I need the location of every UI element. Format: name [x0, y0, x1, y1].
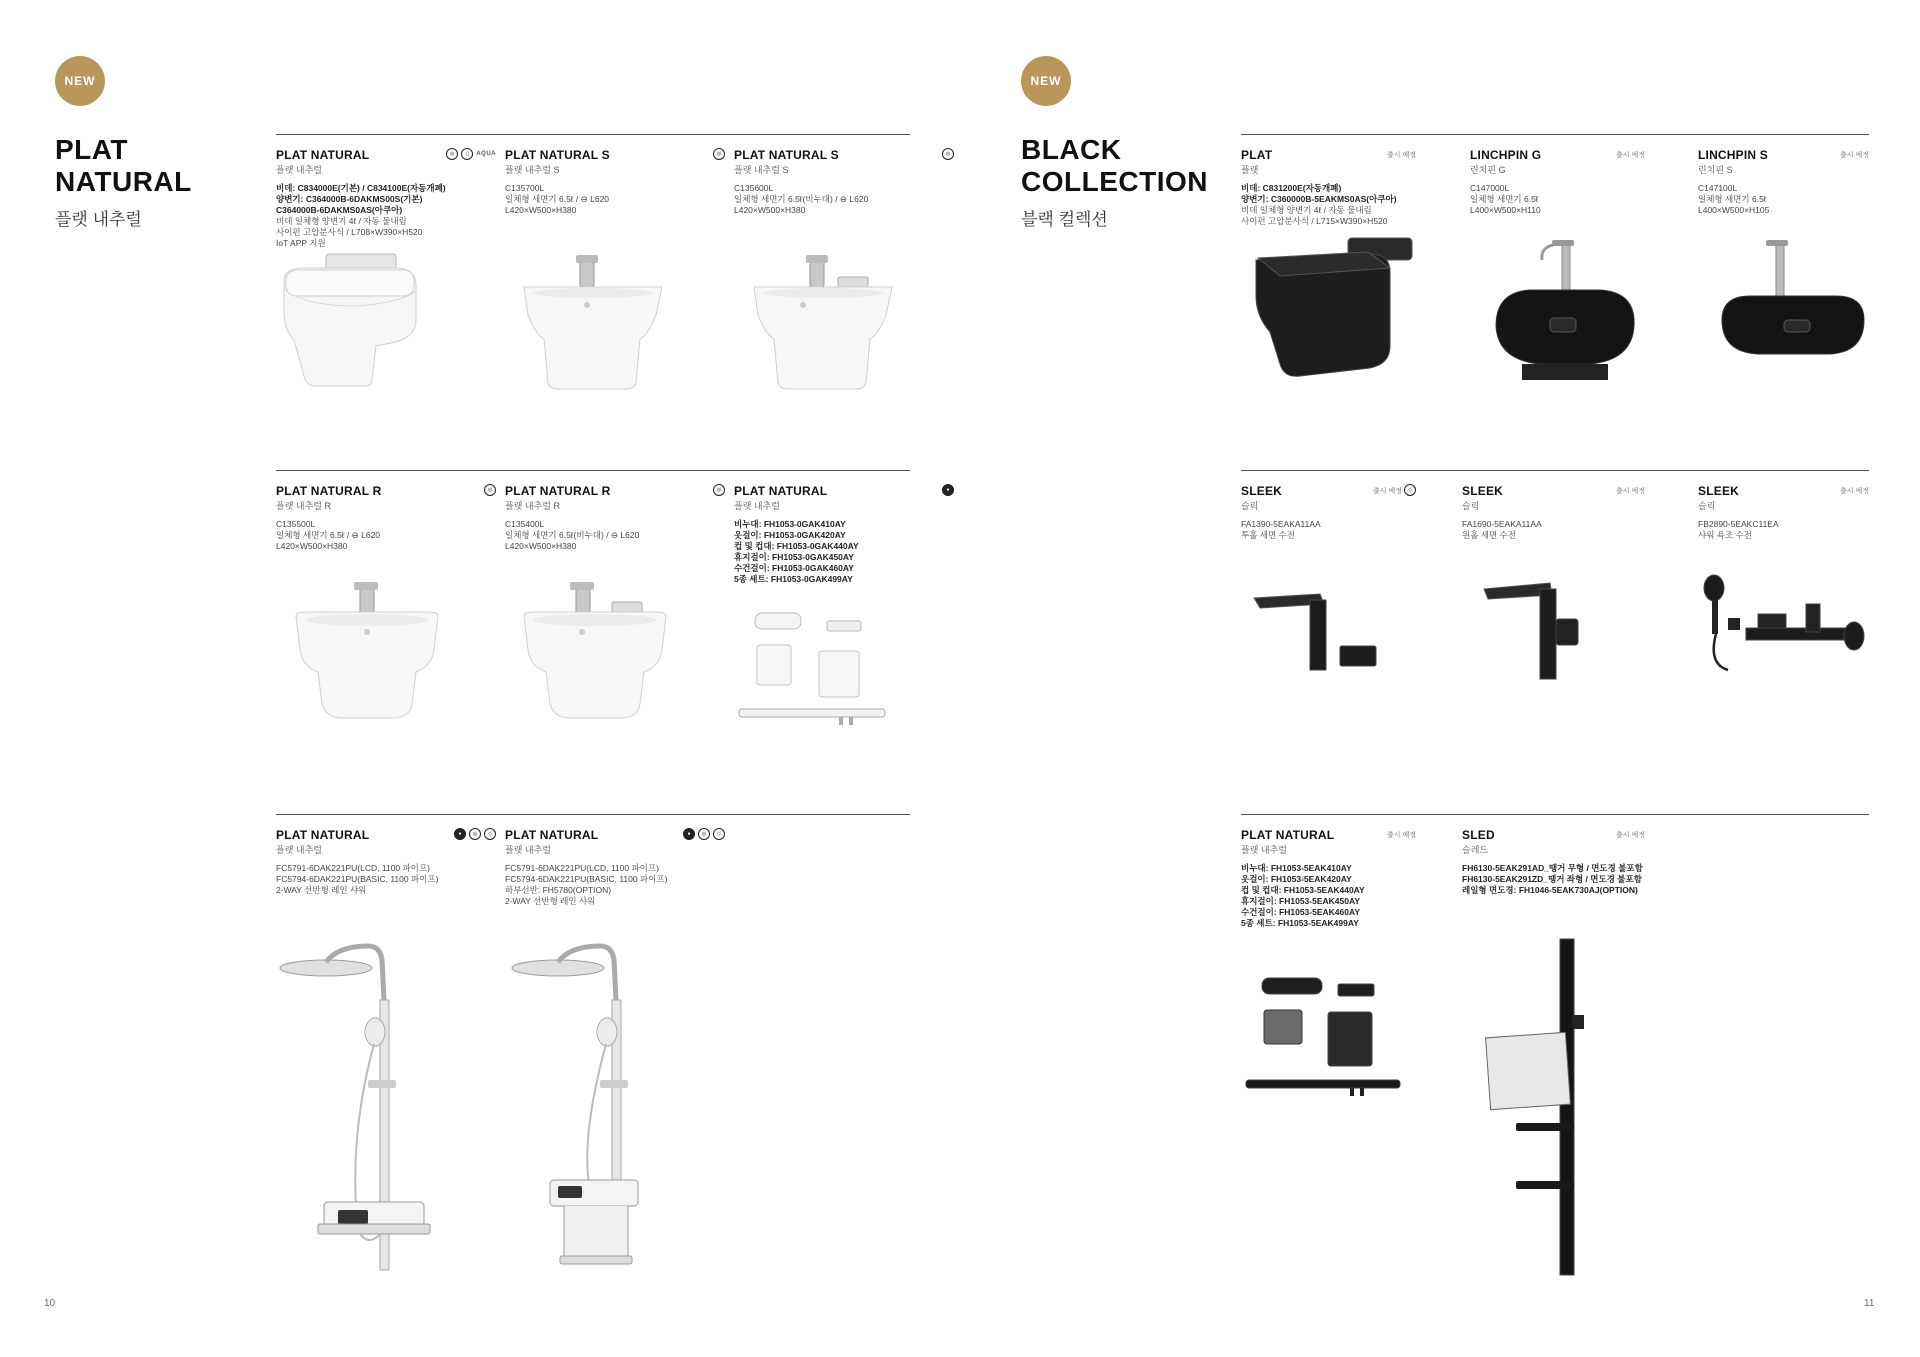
- cert-icons: [1404, 484, 1416, 496]
- product-spec-line: L420×W500×H380: [276, 541, 348, 551]
- product-name-korean: 플랫 내추럴: [276, 165, 322, 175]
- row-divider: [276, 814, 910, 815]
- product-name: LINCHPIN S: [1698, 148, 1769, 162]
- status-label: 출시 예정: [1840, 488, 1869, 495]
- product-card[interactable]: [276, 828, 496, 896]
- product-specs: [1470, 183, 1645, 216]
- product-name: PLAT NATURAL S: [734, 148, 839, 162]
- product-spec-line: C364000B-6DAKMS0AS(아쿠아): [276, 205, 403, 215]
- product-name-korean: 플랫: [1241, 165, 1259, 175]
- product-specs: [1241, 519, 1416, 541]
- product-card[interactable]: [505, 828, 725, 907]
- product-name-korean: 슬릭: [1462, 501, 1480, 511]
- product-spec-line: 컵 및 컵대: FH1053-0GAK440AY: [734, 541, 859, 551]
- washbasin-round-soap-image: [520, 580, 670, 720]
- certification-icon: ◇: [713, 828, 725, 840]
- product-spec-line: 2-WAY 선반형 레인 샤워: [276, 885, 367, 895]
- black-bath-shower-faucet-image: [1698, 574, 1868, 684]
- product-name: PLAT: [1241, 148, 1273, 162]
- product-card[interactable]: [1698, 484, 1869, 541]
- product-spec-line: 일체형 세면기 6.5ℓ(비누대) / ⊖ L620: [505, 530, 640, 540]
- certification-icon: ◎: [942, 148, 954, 160]
- product-spec-line: 일체형 세면기 6.5ℓ / ⊖ L620: [276, 530, 381, 540]
- product-spec-line: 휴지걸이: FH1053-0GAK450AY: [734, 552, 854, 562]
- product-specs: [1698, 519, 1869, 541]
- certification-icon: ●: [942, 484, 954, 496]
- product-card[interactable]: [505, 148, 725, 216]
- section-title: PLAT NATURAL: [55, 134, 192, 197]
- cert-icons: [942, 484, 954, 496]
- product-spec-line: C135500L: [276, 519, 316, 529]
- product-spec-line: 수건걸이: FH1053-5EAK460AY: [1241, 907, 1360, 917]
- certification-icon: ▯: [461, 148, 473, 160]
- product-specs: [276, 863, 496, 896]
- certification-icon: ◎: [484, 484, 496, 496]
- certification-icon: ●: [683, 828, 695, 840]
- product-spec-line: FH6130-5EAK291ZD_땡거 좌형 / 면도경 불포함: [1462, 874, 1642, 884]
- product-name: SLEEK: [1241, 484, 1283, 498]
- bath-accessories-image: [735, 605, 895, 750]
- cert-icons: [683, 828, 725, 840]
- product-card[interactable]: [1462, 828, 1645, 896]
- status-label: 출시 예정: [1387, 832, 1416, 839]
- product-spec-line: 비데 일체형 양변기 4ℓ / 자동 물내림: [1241, 205, 1372, 215]
- product-specs: [1462, 863, 1645, 896]
- black-vessel-basin-s-image: [1718, 240, 1868, 390]
- row-divider: [1241, 134, 1869, 135]
- product-spec-line: 비누대: FH1053-0GAK410AY: [734, 519, 846, 529]
- cert-icons: [713, 484, 725, 496]
- certification-icon: ◎: [713, 484, 725, 496]
- product-spec-line: 5종 세트: FH1053-5EAK499AY: [1241, 918, 1359, 928]
- row-divider: [276, 470, 910, 471]
- product-card[interactable]: [734, 148, 954, 216]
- product-name-korean: 플랫 내추럴: [1241, 845, 1287, 855]
- product-name-korean: 플랫 내추럴 S: [734, 165, 789, 175]
- product-spec-line: L420×W500×H380: [505, 541, 577, 551]
- product-spec-line: 하부선반: FH5780(OPTION): [505, 885, 612, 895]
- product-spec-line: L420×W500×H380: [734, 205, 806, 215]
- product-name-korean: 슬릭: [1241, 501, 1259, 511]
- product-name-korean: 슬릭: [1698, 501, 1716, 511]
- certification-icon: ◎: [469, 828, 481, 840]
- washbasin-round-image: [292, 580, 442, 720]
- product-name-korean: 플랫 내추럴: [505, 845, 551, 855]
- section-subtitle: 플랫 내추럴: [55, 210, 142, 229]
- product-spec-line: FH6130-5EAK291AD_땡거 무형 / 면도경 불포함: [1462, 863, 1643, 873]
- product-card[interactable]: [1241, 148, 1416, 227]
- product-spec-line: 원홀 세면 수전: [1462, 530, 1516, 540]
- product-spec-line: FB2890-5EAKC11EA: [1698, 519, 1779, 529]
- product-card[interactable]: [1698, 148, 1869, 216]
- washbasin-soap-image: [748, 255, 898, 395]
- product-spec-line: 일체형 세면기 6.5ℓ: [1470, 194, 1539, 204]
- product-spec-line: 옷걸이: FH1053-0GAK420AY: [734, 530, 846, 540]
- product-spec-line: IoT APP 지원: [276, 238, 326, 248]
- product-spec-line: 2-WAY 선반형 레인 샤워: [505, 896, 596, 906]
- certification-icon: ◎: [698, 828, 710, 840]
- product-specs: [1241, 863, 1416, 929]
- product-spec-line: C147000L: [1470, 183, 1510, 193]
- product-spec-line: 사이펀 고압분사식 / L715×W390×H520: [1241, 216, 1388, 226]
- product-name-korean: 플랫 내추럴: [276, 845, 322, 855]
- product-name: PLAT NATURAL: [276, 828, 370, 842]
- certification-icon: ◎: [446, 148, 458, 160]
- row-divider: [1241, 814, 1869, 815]
- product-name: PLAT NATURAL: [1241, 828, 1335, 842]
- status-label: 출시 예정: [1616, 488, 1645, 495]
- black-bidet-toilet-image: [1250, 236, 1420, 386]
- product-spec-line: 투홀 세면 수전: [1241, 530, 1295, 540]
- product-spec-line: C135400L: [505, 519, 545, 529]
- product-spec-line: 비데: C831200E(자동개폐): [1241, 183, 1342, 193]
- product-card[interactable]: [505, 484, 725, 552]
- product-spec-line: FC5794-6DAK221PU(BASIC, 1100 파이프): [505, 874, 668, 884]
- product-name-korean: 플랫 내추럴 R: [276, 501, 331, 511]
- status-label: 출시 예정: [1616, 152, 1645, 159]
- product-specs: [734, 519, 954, 585]
- black-bath-accessories-image: [1242, 968, 1412, 1118]
- product-name: PLAT NATURAL S: [505, 148, 610, 162]
- product-spec-line: 비데 일체형 양변기 4ℓ / 자동 물내림: [276, 216, 407, 226]
- rain-shower-shelf-image: [510, 940, 690, 1280]
- product-name-korean: 린치핀 G: [1470, 165, 1506, 175]
- aqua-logo: AQUA: [476, 151, 496, 157]
- product-name: PLAT NATURAL R: [505, 484, 611, 498]
- product-specs: [276, 183, 496, 249]
- product-name-korean: 플랫 내추럴 S: [505, 165, 560, 175]
- product-name: SLED: [1462, 828, 1495, 842]
- product-spec-line: 샤워 욕조 수전: [1698, 530, 1752, 540]
- black-sled-rail-image: [1480, 935, 1630, 1280]
- product-spec-line: 비데: C834000E(기본) / C834100E(자동개폐): [276, 183, 446, 193]
- page-number: 10: [44, 1298, 56, 1309]
- product-spec-line: FC5791-6DAK221PU(LCD, 1100 파이프): [276, 863, 430, 873]
- product-specs: [1698, 183, 1869, 216]
- product-specs: [1462, 519, 1645, 541]
- cert-icons: [484, 484, 496, 496]
- product-name-korean: 슬레드: [1462, 845, 1489, 855]
- product-name: SLEEK: [1698, 484, 1740, 498]
- product-name-korean: 린치핀 S: [1698, 165, 1733, 175]
- bidet-toilet-image: [276, 250, 426, 390]
- status-label: 출시 예정: [1387, 152, 1416, 159]
- product-spec-line: 5종 세트: FH1053-0GAK499AY: [734, 574, 853, 584]
- product-spec-line: 컵 및 컵대: FH1053-5EAK440AY: [1241, 885, 1365, 895]
- product-card[interactable]: [276, 148, 496, 249]
- product-spec-line: FC5794-6DAK221PU(BASIC, 1100 파이프): [276, 874, 439, 884]
- product-spec-line: 양변기: C364000B-6DAKMS00S(기본): [276, 194, 423, 204]
- product-name: SLEEK: [1462, 484, 1504, 498]
- product-spec-line: 휴지걸이: FH1053-5EAK450AY: [1241, 896, 1360, 906]
- right-page: [960, 0, 1920, 1357]
- certification-icon: ◎: [713, 148, 725, 160]
- product-spec-line: 일체형 세면기 6.5ℓ: [1698, 194, 1767, 204]
- product-spec-line: 일체형 세면기 6.5ℓ / ⊖ L620: [505, 194, 610, 204]
- new-badge: NEW: [55, 56, 105, 106]
- product-specs: [276, 519, 496, 552]
- product-card[interactable]: [1462, 484, 1645, 541]
- certification-icon: ●: [454, 828, 466, 840]
- product-spec-line: 일체형 세면기 6.5ℓ(비누대) / ⊖ L620: [734, 194, 869, 204]
- status-label: 출시 예정: [1616, 832, 1645, 839]
- row-divider: [276, 134, 910, 135]
- product-spec-line: L400×W500×H105: [1698, 205, 1770, 215]
- product-spec-line: FA1390-5EAKA11AA: [1241, 519, 1321, 529]
- page-number: 11: [1864, 1298, 1875, 1309]
- product-spec-line: FC5791-6DAK221PU(LCD, 1100 파이프): [505, 863, 659, 873]
- product-spec-line: C147100L: [1698, 183, 1738, 193]
- product-card[interactable]: [1241, 828, 1416, 929]
- product-spec-line: 사이펀 고압분사식 / L708×W390×H520: [276, 227, 423, 237]
- product-spec-line: L400×W500×H110: [1470, 205, 1541, 215]
- product-spec-line: 레일형 면도경: FH1046-5EAK730AJ(OPTION): [1462, 885, 1638, 895]
- product-name: PLAT NATURAL: [505, 828, 599, 842]
- product-card[interactable]: [1470, 148, 1645, 216]
- product-name-korean: 플랫 내추럴 R: [505, 501, 560, 511]
- cert-icons: [942, 148, 954, 160]
- product-spec-line: 수건걸이: FH1053-0GAK460AY: [734, 563, 854, 573]
- black-one-hole-faucet-image: [1480, 575, 1620, 685]
- product-specs: [505, 519, 725, 552]
- section-title: BLACK COLLECTION: [1021, 134, 1208, 197]
- status-label: 출시 예정: [1840, 152, 1869, 159]
- product-spec-line: FA1690-5EAKA11AA: [1462, 519, 1542, 529]
- washbasin-image: [518, 255, 668, 395]
- product-name: PLAT NATURAL R: [276, 484, 382, 498]
- certification-icon: ◇: [484, 828, 496, 840]
- cert-icons: [446, 148, 496, 160]
- product-specs: [734, 183, 954, 216]
- black-vessel-basin-g-image: [1490, 240, 1640, 390]
- rain-shower-image: [278, 940, 458, 1280]
- product-card[interactable]: [1241, 484, 1416, 541]
- product-specs: [505, 183, 725, 216]
- product-name: LINCHPIN G: [1470, 148, 1542, 162]
- product-spec-line: C135600L: [734, 183, 774, 193]
- product-spec-line: 양변기: C360000B-5EAKMS0AS(아쿠아): [1241, 194, 1397, 204]
- product-name-korean: 플랫 내추럴: [734, 501, 780, 511]
- certification-icon: ◇: [1404, 484, 1416, 496]
- product-spec-line: 옷걸이: FH1053-5EAK420AY: [1241, 874, 1352, 884]
- product-card[interactable]: [734, 484, 954, 585]
- black-two-hole-faucet-image: [1250, 580, 1420, 680]
- cert-icons: [713, 148, 725, 160]
- product-specs: [1241, 183, 1416, 227]
- row-divider: [1241, 470, 1869, 471]
- product-spec-line: 비누대: FH1053-5EAK410AY: [1241, 863, 1352, 873]
- status-label: 출시 예정: [1373, 488, 1402, 495]
- product-card[interactable]: [276, 484, 496, 552]
- product-spec-line: L420×W500×H380: [505, 205, 577, 215]
- cert-icons: [454, 828, 496, 840]
- new-badge: NEW: [1021, 56, 1071, 106]
- product-specs: [505, 863, 725, 907]
- product-name: PLAT NATURAL: [734, 484, 828, 498]
- section-subtitle: 블랙 컬렉션: [1021, 210, 1108, 229]
- product-name: PLAT NATURAL: [276, 148, 370, 162]
- product-spec-line: C135700L: [505, 183, 545, 193]
